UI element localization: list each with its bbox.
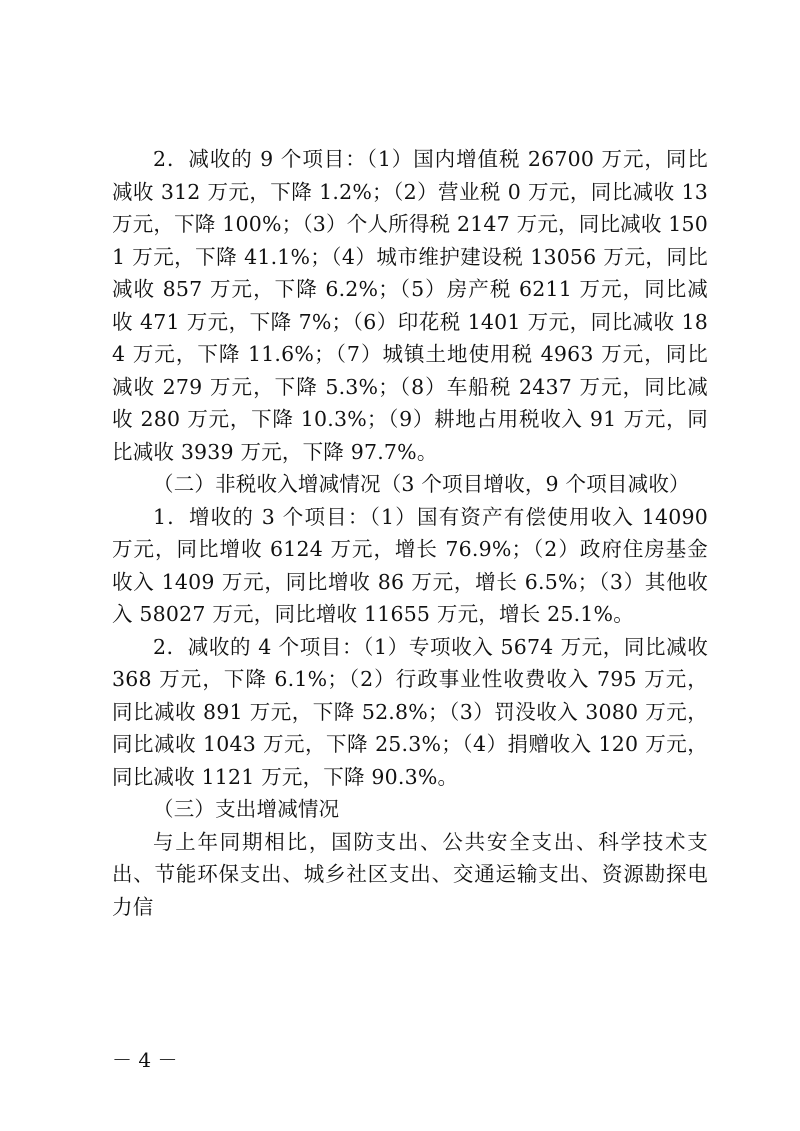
paragraph-nontax-decrease: 2．减收的 4 个项目：（1）专项收入 5674 万元，同比减收 368 万元，下降 6.1%；（2）行政事业性收费收入 795 万元，同比减收 891 万元，下降 52.8%；（3）罚没收入 3080 万元，同比减收 1043 万元，下降 25.3%；（4）捐赠收入 120 万元，同比减收 1121 万元，下降 90.3%。 xyxy=(112,634,708,789)
paragraph-tax-decrease: 2．减收的 9 个项目：（1）国内增值税 26700 万元，同比减收 312 万元，下降 1.2%；（2）营业税 0 万元，同比减收 13 万元，下降 100%；（3）个人所得税 2147 万元，同比减收 1501 万元，下降 41.1%；（4）城市维护建设税 13056 万元，同比减收 857 万元，下降 6.2%；（5）房产税 6211 万元，同比减收 471 万元，下降 7%；（6）印花税 1401 万元，同比减收 184 万元，下降 11.6%；（7）城镇土地使用税 4963 万元，同比减收 279 万元，下降 5.3%；（8）车船税 2437 万元，同比减收 280 万元，下降 10.3%；（9）耕地占用税收入 91 万元，同比减收 3939 万元，下降 97.7%。 xyxy=(112,147,708,464)
section-heading-expenditure: （三）支出增减情况 xyxy=(153,797,340,821)
paragraph-expenditure-intro: 与上年同期相比，国防支出、公共安全支出、科学技术支出、节能环保支出、城乡社区支出、交通运输支出、资源勘探电力信 xyxy=(112,829,708,919)
paragraph-nontax-increase: 1．增收的 3 个项目：（1）国有资产有偿使用收入 14090 万元，同比增收 6124 万元，增长 76.9%；（2）政府住房基金收入 1409 万元，同比增收 86 万元，增长 6.5%；（3）其他收入 58027 万元，同比增收 11655 万元，增长 25.1%。 xyxy=(112,504,708,626)
document-body xyxy=(112,143,708,923)
section-heading-nontax-revenue: （二）非税收入增减情况（3 个项目增收，9 个项目减收） xyxy=(153,472,690,496)
page-number: － 4 － xyxy=(112,1048,178,1072)
